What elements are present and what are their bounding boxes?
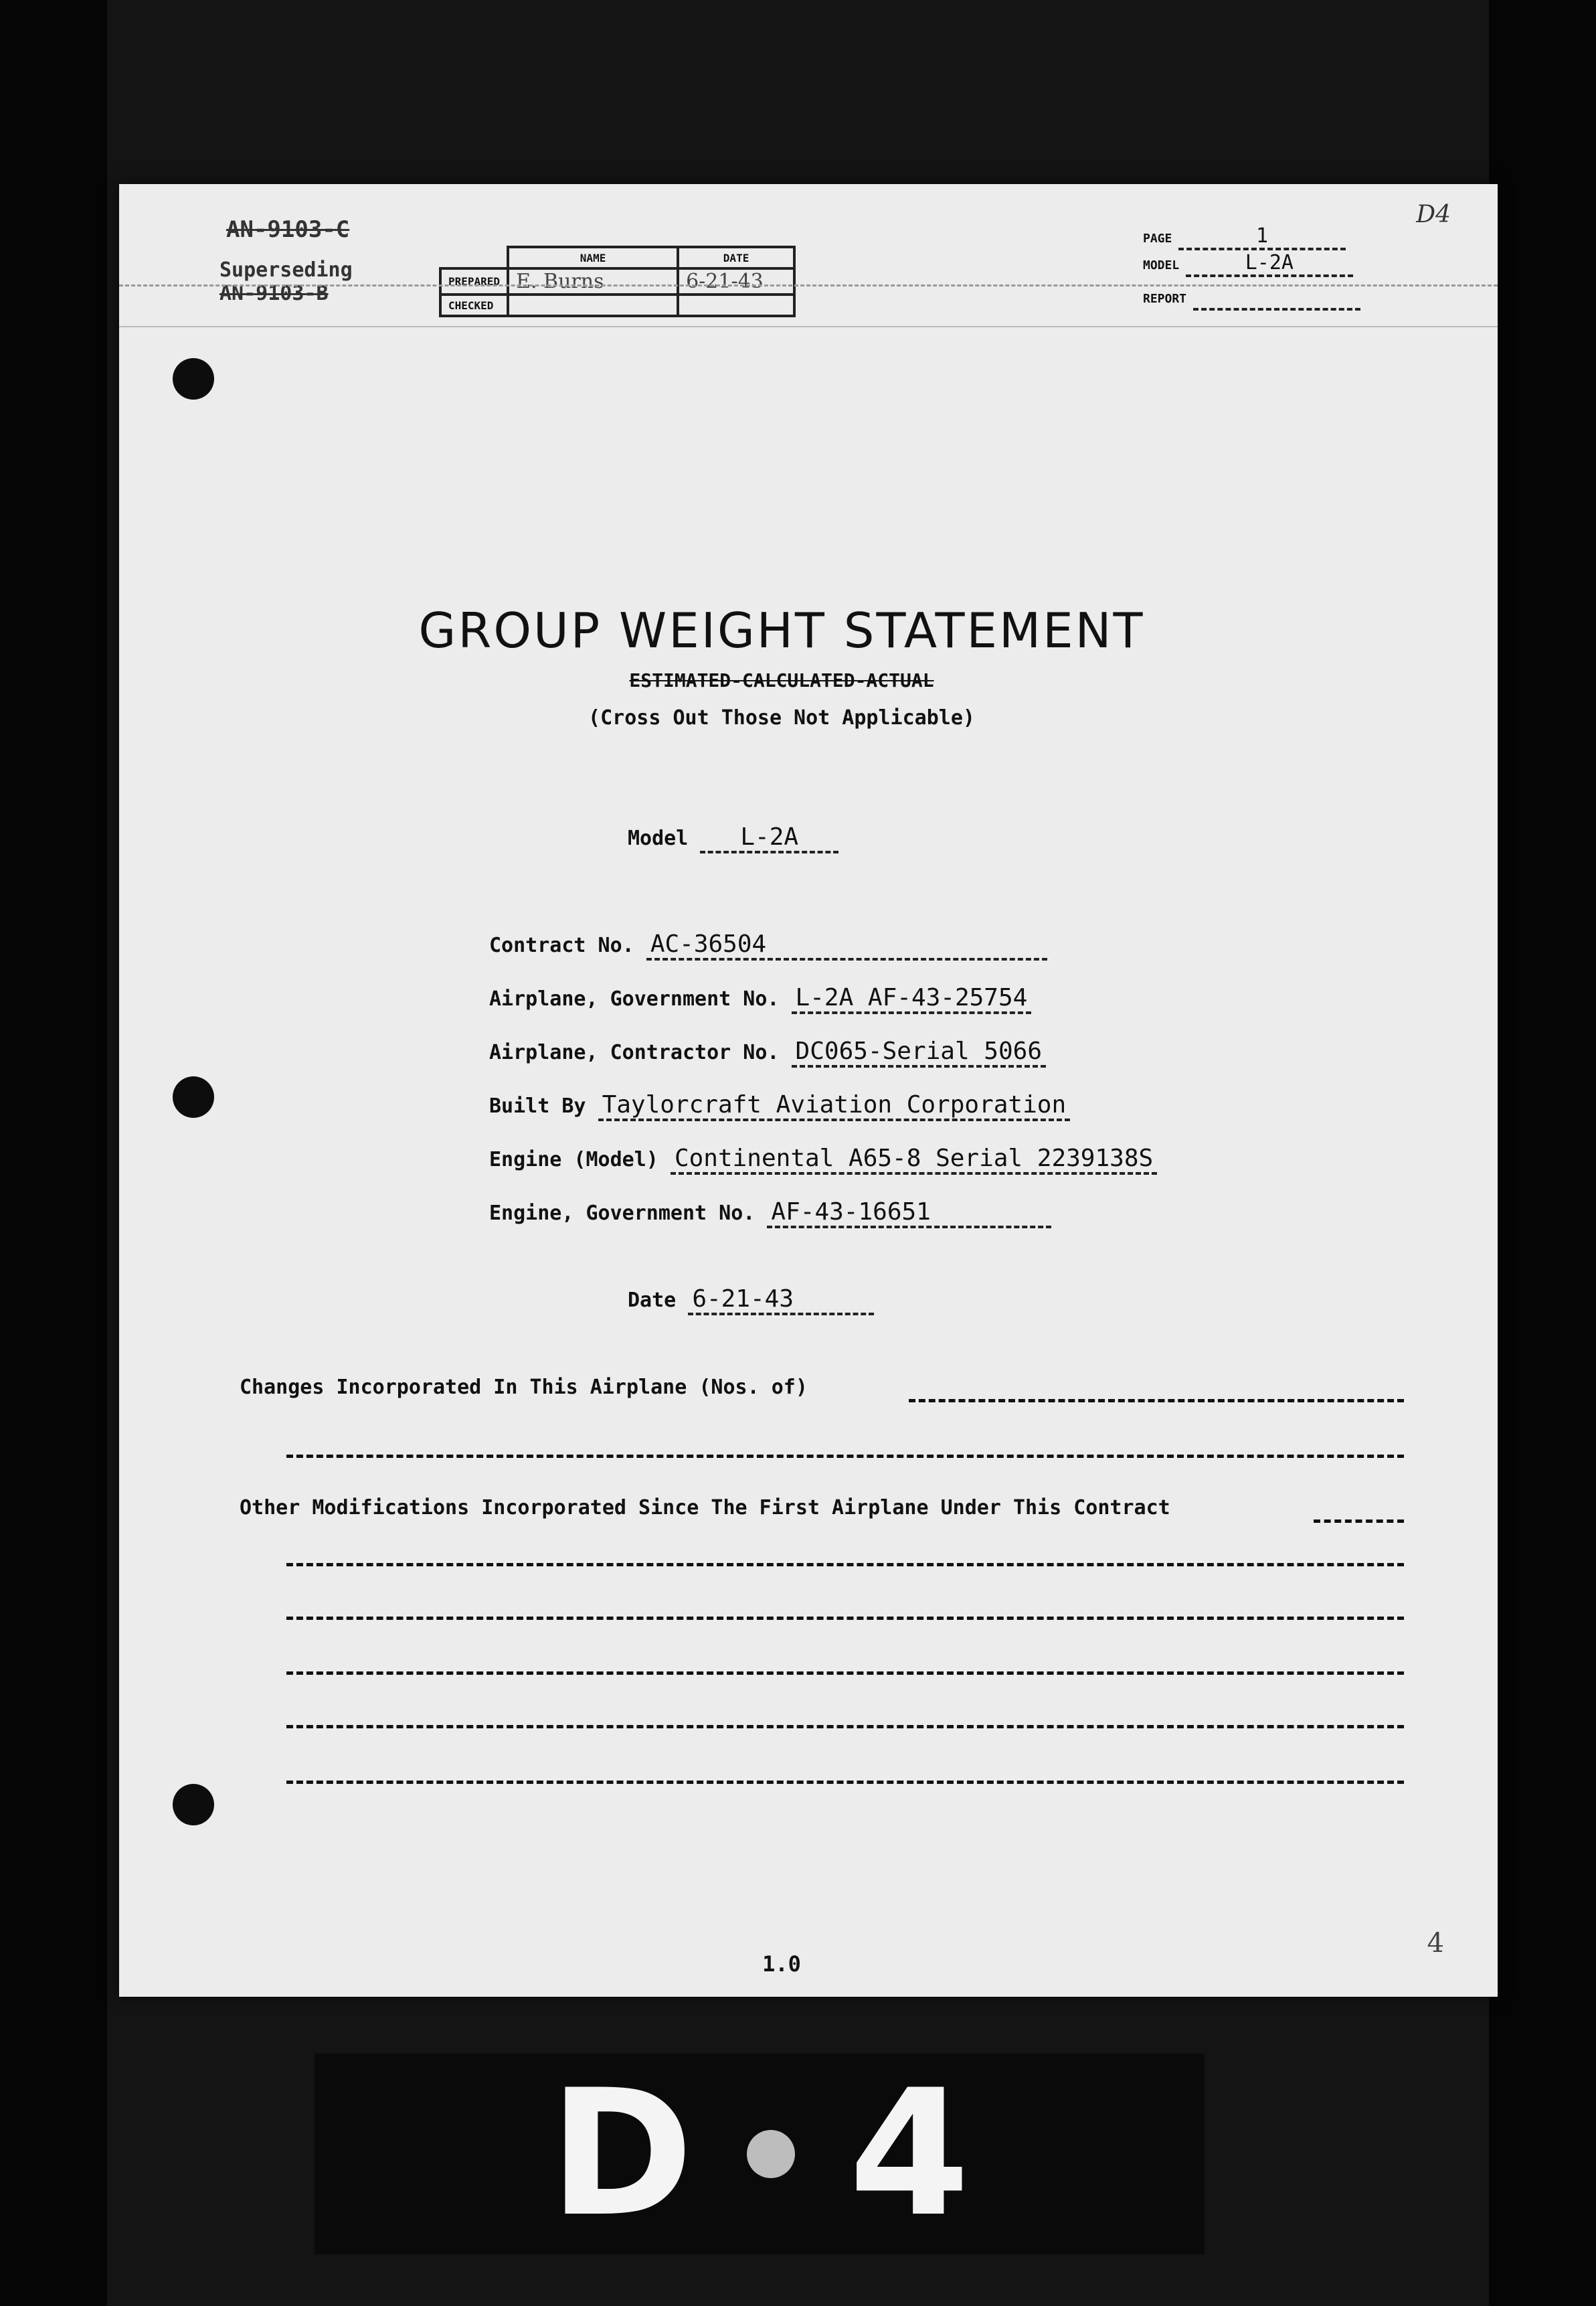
signature-col-name: NAME [508, 247, 678, 268]
superseding-block [219, 259, 353, 305]
field-contract-value: AC-36504 [646, 930, 1047, 961]
field-contract [489, 930, 1047, 958]
field-engine-gov-no-value: AF-43-16651 [767, 1198, 1051, 1228]
field-engine-gov-no-label: Engine, Government No. [489, 1202, 756, 1225]
modifications-line-3 [286, 1617, 1404, 1620]
document-sheet [119, 184, 1498, 1997]
reel-letter: D [549, 2053, 694, 2255]
signature-col-date: DATE [678, 247, 794, 268]
prepared-name: E. Burns [508, 268, 678, 295]
modifications-line-6 [286, 1781, 1404, 1784]
model-field-value: L-2A [700, 823, 838, 853]
corner-note: D4 [1416, 201, 1451, 228]
margin-mark: 4 [1427, 1928, 1444, 1959]
field-built-by-value: Taylorcraft Aviation Corporation [598, 1091, 1071, 1121]
field-engine-model-label: Engine (Model) [489, 1148, 658, 1171]
signature-table [439, 246, 796, 317]
changes-label: Changes Incorporated In This Airplane (Nos. of) [240, 1376, 808, 1399]
meta-page-label: PAGE [1143, 232, 1172, 246]
modifications-line-5 [286, 1725, 1404, 1728]
reel-dot-icon [747, 2130, 795, 2178]
field-contractor-no-label: Airplane, Contractor No. [489, 1041, 780, 1064]
superseding-label: Superseding [219, 258, 353, 282]
header-rule [119, 284, 1498, 286]
field-contract-label: Contract No. [489, 934, 634, 957]
form-number: AN-9103-C [226, 216, 350, 243]
modifications-line-1 [1314, 1519, 1404, 1523]
field-contractor-no [489, 1038, 1046, 1065]
meta-model-label: MODEL [1143, 258, 1180, 272]
punch-hole-middle [173, 1076, 214, 1118]
field-built-by-label: Built By [489, 1094, 586, 1118]
checked-date-cell [678, 295, 794, 316]
punch-hole-bottom [173, 1784, 214, 1825]
model-field [628, 823, 838, 851]
prepared-label: PREPARED [440, 268, 508, 295]
date-field [628, 1285, 874, 1313]
model-field-label: Model [628, 827, 689, 850]
changes-line-2 [286, 1455, 1404, 1458]
date-field-label: Date [628, 1289, 677, 1312]
reel-number: 4 [849, 2053, 970, 2255]
document-subtitle [119, 669, 1444, 691]
field-government-no [489, 984, 1031, 1011]
field-built-by [489, 1091, 1070, 1119]
field-engine-model-value: Continental A65-8 Serial 2239138S [671, 1145, 1157, 1175]
reel-label [315, 2054, 1205, 2254]
checked-name-cell [508, 295, 678, 316]
field-engine-gov-no [489, 1198, 1051, 1226]
film-edge-left [0, 0, 107, 2306]
meta-model-value: L-2A [1186, 251, 1353, 277]
meta-model [1143, 251, 1353, 277]
meta-report-value [1193, 284, 1360, 311]
modifications-label: Other Modifications Incorporated Since The First Airplane Under This Contract [240, 1496, 1170, 1519]
field-government-no-value: L-2A AF-43-25754 [792, 984, 1032, 1014]
meta-report [1143, 284, 1360, 311]
modifications-line-2 [286, 1563, 1404, 1566]
meta-report-label: REPORT [1143, 292, 1187, 306]
document-title: GROUP WEIGHT STATEMENT [418, 602, 1145, 659]
document-instruction: (Cross Out Those Not Applicable) [588, 706, 975, 730]
subtitle-text: ESTIMATED-CALCULATED-ACTUAL [629, 669, 934, 691]
checked-label: CHECKED [440, 295, 508, 316]
header-rule-lower [119, 326, 1498, 327]
field-engine-model [489, 1145, 1157, 1172]
film-edge-right [1489, 0, 1596, 2306]
superseding-form: AN-9103-B [219, 281, 329, 305]
modifications-line-4 [286, 1671, 1404, 1675]
meta-page [1143, 224, 1346, 250]
punch-hole-top [173, 358, 214, 400]
meta-page-value: 1 [1178, 224, 1346, 250]
prepared-date: 6-21-43 [678, 268, 794, 295]
field-contractor-no-value: DC065-Serial 5066 [792, 1038, 1046, 1068]
page-number: 1.0 [762, 1951, 801, 1977]
field-government-no-label: Airplane, Government No. [489, 987, 780, 1011]
date-field-value: 6-21-43 [688, 1285, 874, 1315]
changes-line-1 [909, 1399, 1404, 1402]
